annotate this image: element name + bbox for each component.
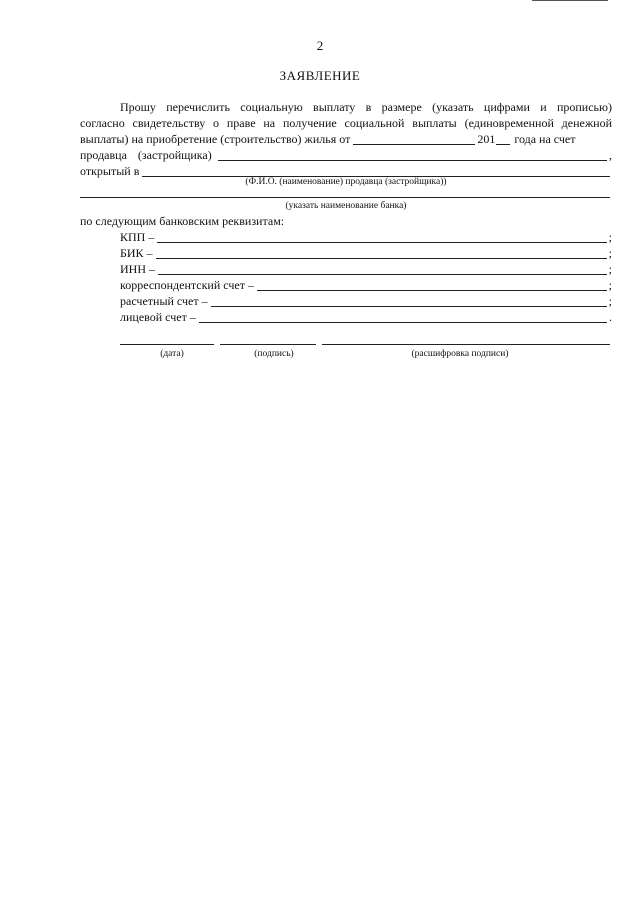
requisite-settlement-account — [120, 293, 612, 309]
seller-label: продавца (застройщика) — [80, 148, 212, 162]
requisite-corr-account — [120, 277, 612, 293]
opened-in-blank[interactable] — [142, 165, 610, 177]
kpp-input[interactable] — [157, 231, 606, 243]
corr-account-input[interactable] — [257, 279, 607, 291]
seller-end: , — [609, 148, 612, 162]
requisite-end: . — [609, 310, 612, 324]
paragraph-line-3-end: года на счет — [514, 132, 576, 146]
requisite-label: расчетный счет – — [120, 294, 208, 308]
sign-caption: (подпись) — [254, 349, 294, 359]
requisite-kpp — [120, 229, 612, 245]
top-rule — [532, 0, 608, 1]
requisite-label: БИК – — [120, 246, 153, 260]
requisite-personal-account — [120, 309, 612, 325]
seller-caption: (Ф.И.О. (наименование) продавца (застройщика)) — [245, 177, 447, 187]
bank-caption: (указать наименование банка) — [285, 201, 407, 211]
opened-in-label: открытый в — [80, 164, 140, 178]
requisite-end: ; — [608, 278, 612, 292]
paragraph-line-3-start: выплаты) на приобретение (строительство) жилья от — [80, 132, 351, 146]
date-signature-blank[interactable] — [120, 344, 214, 345]
inn-input[interactable] — [158, 263, 607, 275]
sign-blank[interactable] — [220, 344, 316, 345]
year-prefix: 201 — [477, 132, 496, 146]
year-blank[interactable] — [496, 133, 510, 145]
date-caption: (дата) — [160, 349, 184, 359]
paragraph-line-1: Прошу перечислить социальную выплату в размере (указать цифрами и прописью) — [120, 100, 612, 114]
seller-blank[interactable] — [218, 149, 607, 161]
requisite-label: ИНН – — [120, 262, 155, 276]
personal-account-input[interactable] — [199, 311, 607, 323]
requisite-end: ; — [608, 230, 612, 244]
requisite-end: ; — [608, 246, 612, 260]
requisite-inn — [120, 261, 612, 277]
page-number: 2 — [316, 38, 324, 53]
paragraph-line-2: согласно свидетельству о праве на получение социальной выплаты (единовременной денежной — [80, 116, 612, 130]
requisite-label: корреспондентский счет – — [120, 278, 254, 292]
bank-name-blank[interactable] — [80, 197, 610, 198]
settlement-account-input[interactable] — [211, 295, 607, 307]
date-blank[interactable] — [353, 133, 475, 145]
requisite-label: КПП – — [120, 230, 155, 244]
requisite-label: лицевой счет – — [120, 310, 196, 324]
bik-input[interactable] — [156, 247, 607, 259]
paragraph-line-3 — [80, 131, 612, 147]
decode-blank[interactable] — [322, 344, 610, 345]
requisite-end: ; — [608, 294, 612, 308]
paragraph-line-4 — [80, 147, 612, 163]
decode-caption: (расшифровка подписи) — [411, 349, 509, 359]
requisites-intro: по следующим банковским реквизитам: — [80, 214, 285, 228]
requisite-end: ; — [608, 262, 612, 276]
document-title: ЗАЯВЛЕНИЕ — [279, 68, 361, 83]
requisite-bik — [120, 245, 612, 261]
